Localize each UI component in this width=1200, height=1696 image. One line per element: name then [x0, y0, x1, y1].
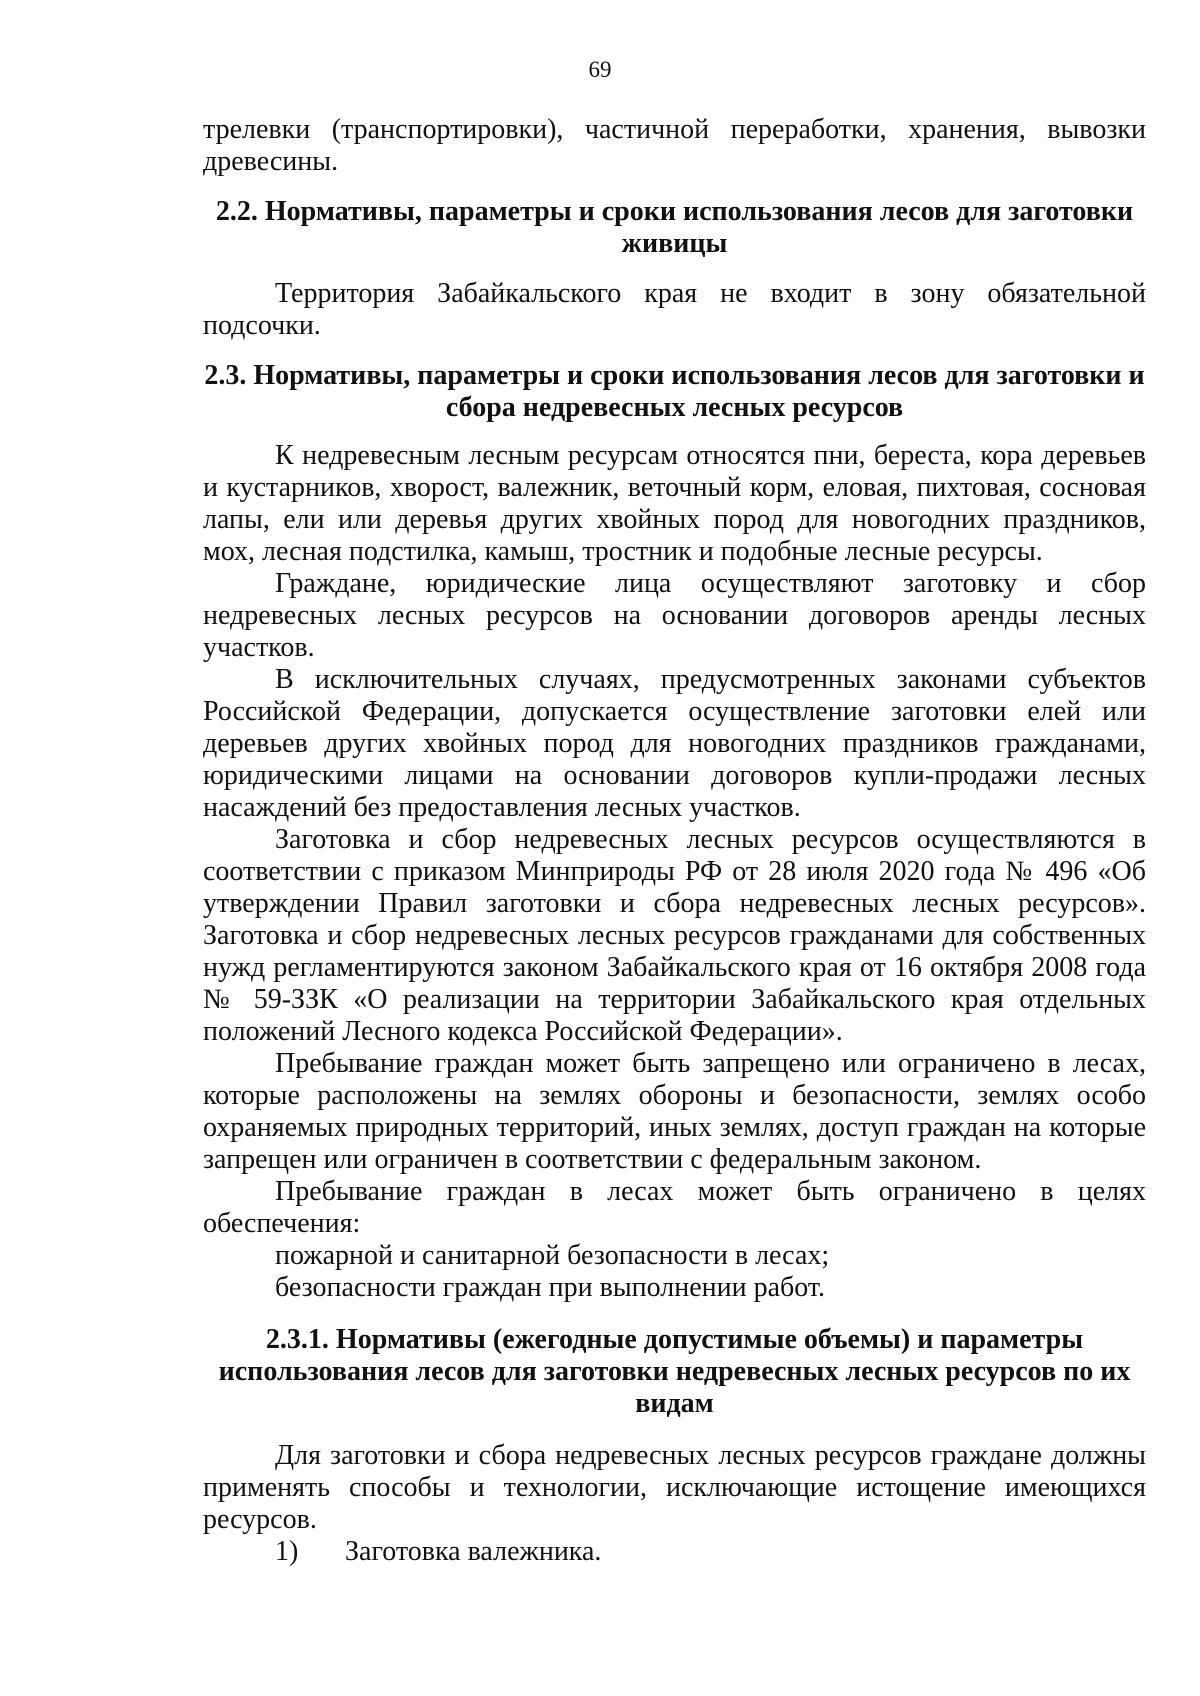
list-item-number: 1): [275, 1536, 299, 1567]
numbered-list-item: [203, 1536, 1146, 1568]
section-2-3-paragraph: К недревесным лесным ресурсам относятся пни, береста, кора деревьев и кустарников, хворост, валежник, веточный корм, еловая, пихтовая, сосновая лапы, ели или деревья других хвойных пород для новогодних праздников, мох, лесная подстилка, камыш, тростник и подобные лесные ресурсы.: [203, 440, 1146, 567]
section-2-3-paragraph: Граждане, юридические лица осуществляют заготовку и сбор недревесных лесных ресурсов на основании договоров аренды лесных участков.: [203, 568, 1146, 663]
section-2-3-paragraph: Пребывание граждан может быть запрещено или ограничено в лесах, которые расположены на землях обороны и безопасности, землях особо охраняемых природных территорий, иных землях, доступ граждан на которые запрещен или ограничен в соответствии с федеральным законом.: [203, 1048, 1146, 1175]
section-2-3-heading: 2.3. Нормативы, параметры и сроки использования лесов для заготовки и сбора недревесных лесных ресурсов: [204, 360, 1145, 423]
page-number: 69: [588, 57, 612, 82]
section-2-3-paragraph: Пребывание граждан в лесах может быть ограничено в целях обеспечения:: [203, 1176, 1146, 1239]
list-item: безопасности граждан при выполнении работ.: [275, 1272, 826, 1303]
intro-paragraph: трелевки (транспортировки), частичной переработки, хранения, вывозки древесины.: [203, 114, 1146, 177]
section-2-3-paragraph: В исключительных случаях, предусмотренных законами субъектов Российской Федерации, допускается осуществление заготовки елей или деревьев других хвойных пород для новогодних праздников гражданами, юридическими лицами на основании договоров купли-продажи лесных насаждений без предоставления лесных участков.: [203, 664, 1146, 823]
section-2-2-heading: 2.2. Нормативы, параметры и сроки использования лесов для заготовки живицы: [215, 196, 1134, 259]
list-item-text: Заготовка валежника.: [345, 1536, 602, 1567]
document-body: [203, 114, 1146, 1568]
section-2-3-1-heading: 2.3.1. Нормативы (ежегодные допустимые объемы) и параметры использования лесов для заготовки недревесных лесных ресурсов по их видам: [218, 1324, 1131, 1419]
list-item: пожарной и санитарной безопасности в лесах;: [275, 1240, 830, 1271]
section-2-3-paragraph: Заготовка и сбор недревесных лесных ресурсов осуществляются в соответствии с приказом Минприроды РФ от 28 июля 2020 года № 496 «Об утверждении Правил заготовки и сбора недревесных лесных ресурсов». Заготовка и сбор недревесных лесных ресурсов гражданами для собственных нужд регламентируются законом Забайкальского края от 16 октября 2008 года № 59-ЗЗК «О реализации на территории Забайкальского края отдельных положений Лесного кодекса Российской Федерации».: [203, 824, 1146, 1047]
section-2-3-1-paragraph: Для заготовки и сбора недревесных лесных ресурсов граждане должны применять способы и технологии, исключающие истощение имеющихся ресурсов.: [203, 1440, 1146, 1535]
section-2-2-paragraph: Территория Забайкальского края не входит в зону обязательной подсочки.: [203, 278, 1146, 341]
